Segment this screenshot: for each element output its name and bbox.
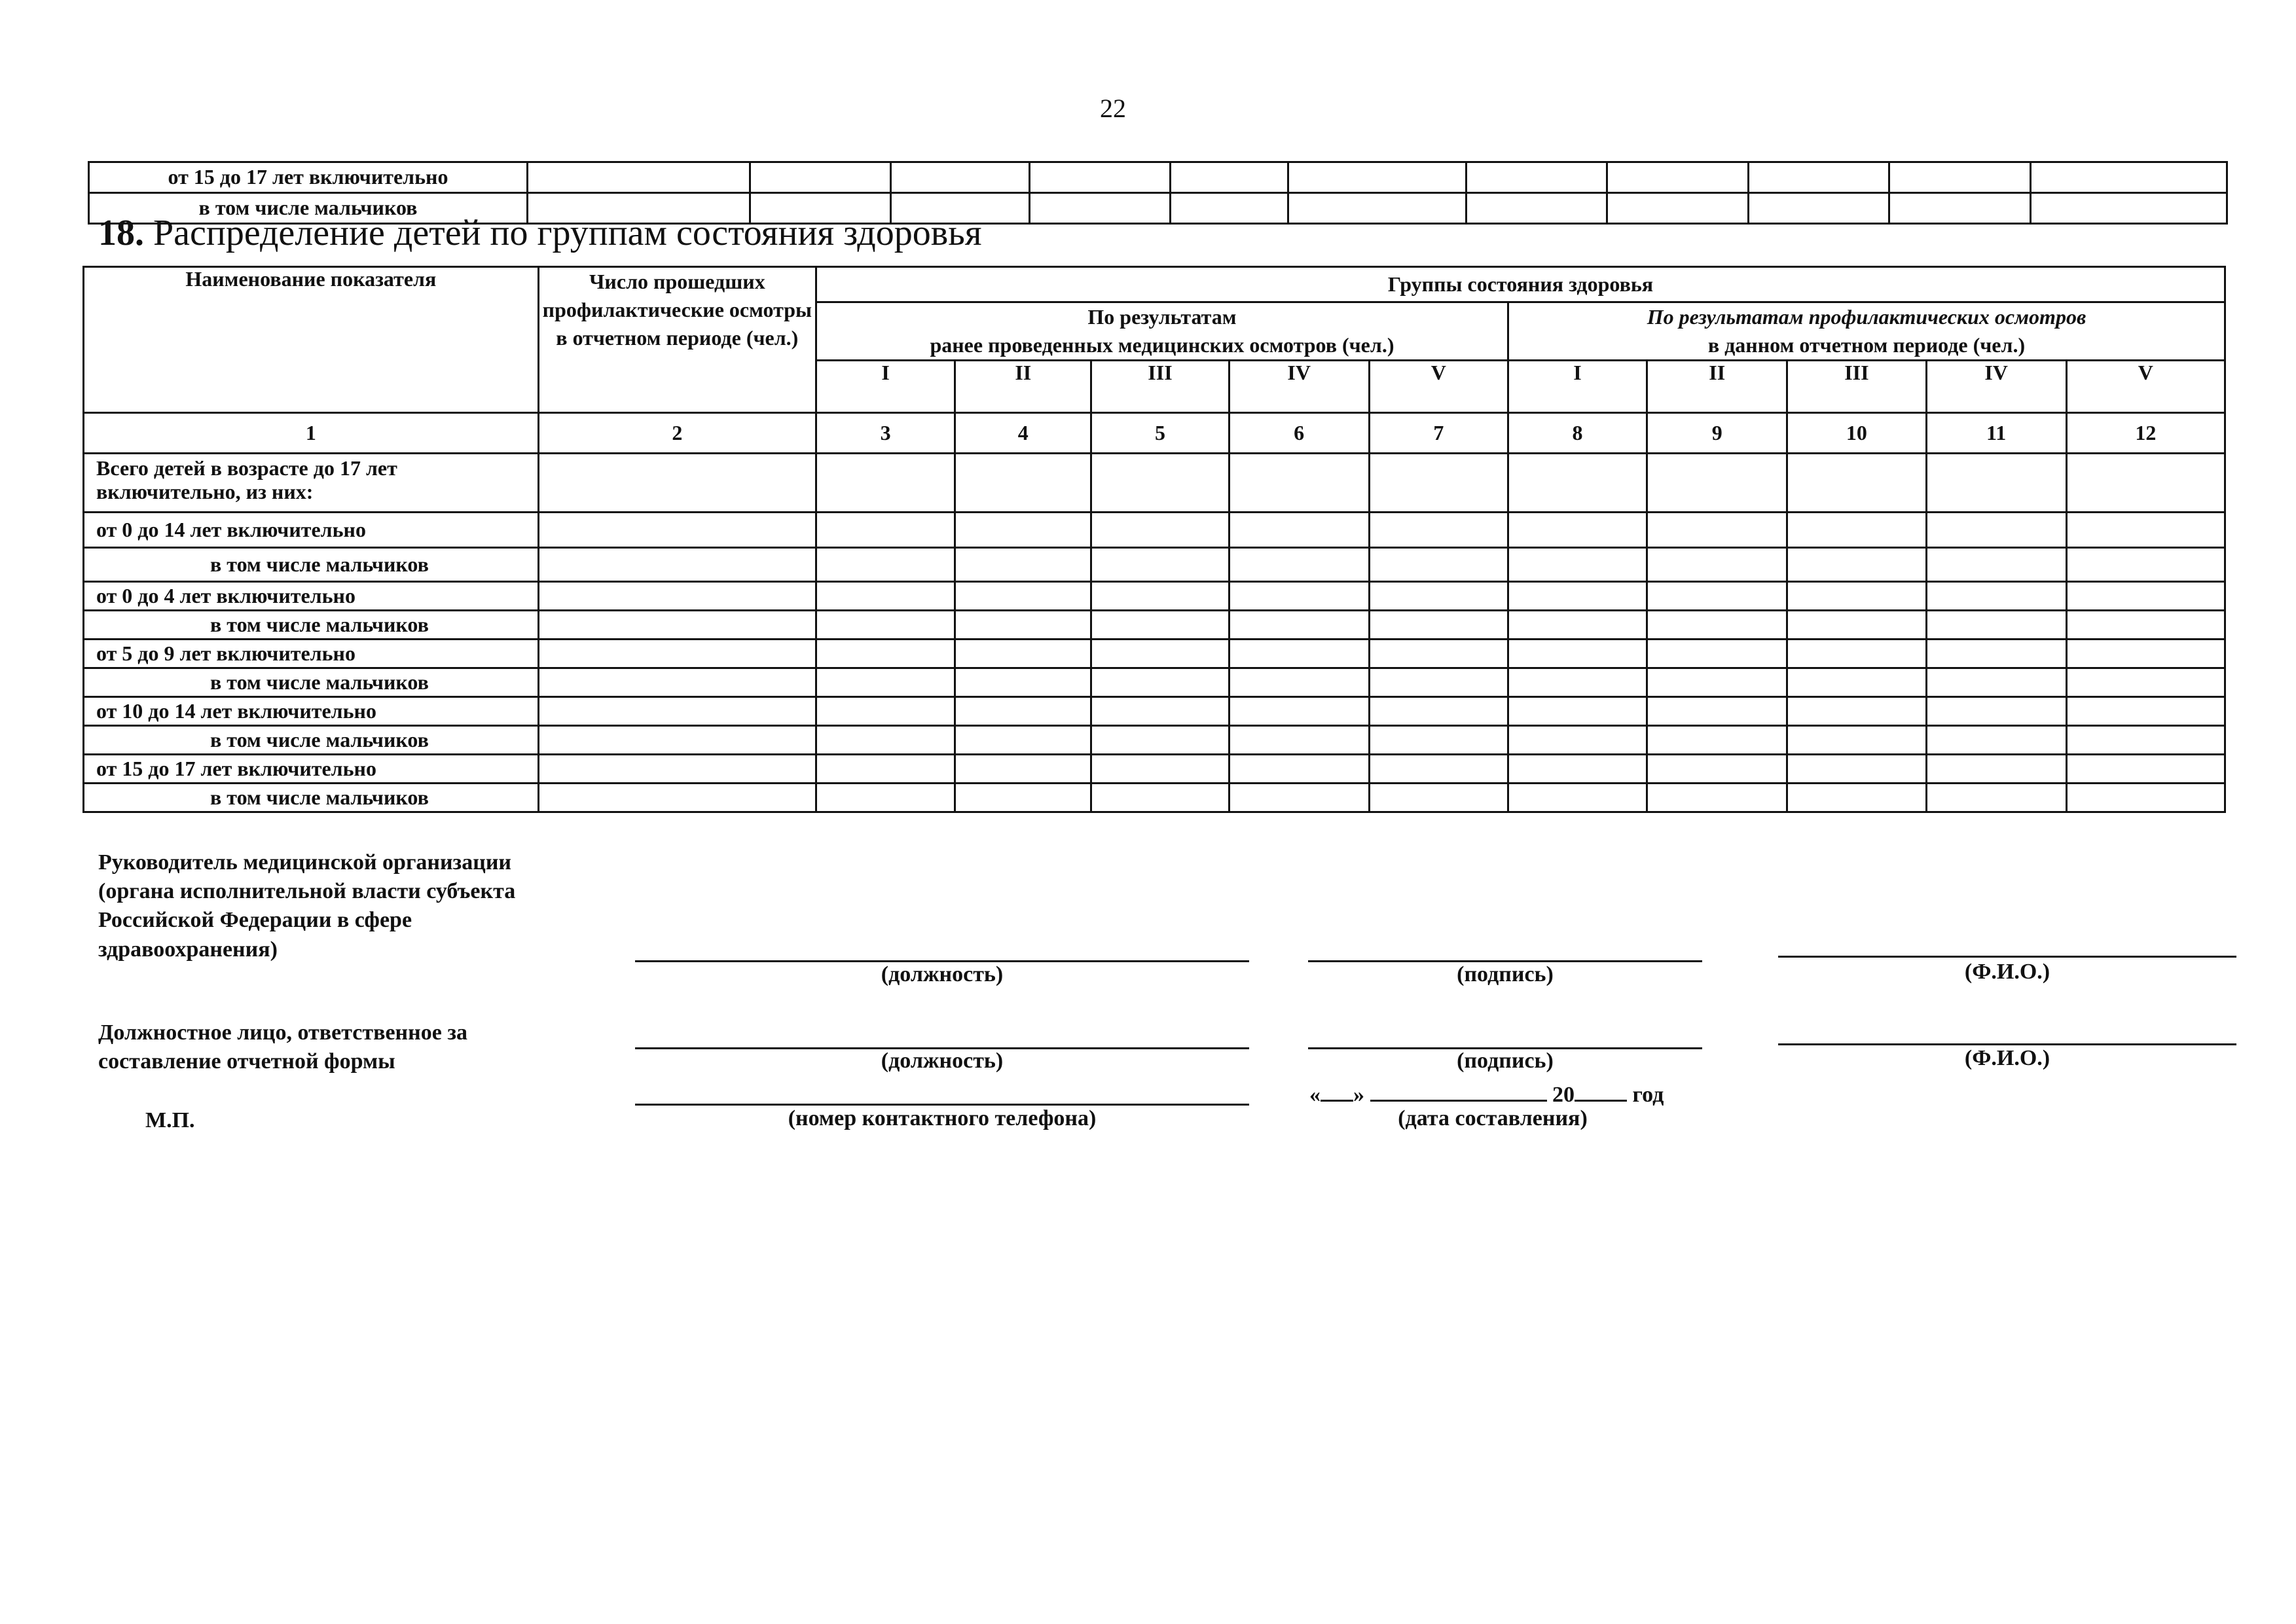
- input-cell[interactable]: [1926, 726, 2066, 755]
- input-cell[interactable]: [1749, 162, 1889, 193]
- input-cell[interactable]: [1787, 697, 1926, 726]
- input-cell[interactable]: [1508, 784, 1647, 812]
- input-cell[interactable]: [1926, 755, 2066, 784]
- input-cell[interactable]: [2066, 697, 2225, 726]
- page-number: 22: [1100, 94, 1126, 123]
- input-cell[interactable]: [1229, 755, 1369, 784]
- input-cell[interactable]: [1091, 548, 1229, 582]
- health-group-col-header: III: [1787, 361, 1926, 413]
- input-cell[interactable]: [538, 697, 816, 726]
- input-cell[interactable]: [1508, 454, 1647, 513]
- health-group-col-header: III: [1091, 361, 1229, 413]
- input-cell[interactable]: [1926, 668, 2066, 697]
- input-cell[interactable]: [1369, 548, 1508, 582]
- input-cell[interactable]: [1647, 513, 1787, 548]
- input-cell[interactable]: [1369, 454, 1508, 513]
- responsible-position-caption: (должность): [881, 1049, 1004, 1073]
- input-cell[interactable]: [1787, 513, 1926, 548]
- column-number: 12: [2066, 413, 2225, 454]
- input-cell[interactable]: [2066, 582, 2225, 611]
- head-position-caption: (должность): [881, 962, 1004, 986]
- date-field[interactable]: [1309, 1080, 1664, 1108]
- input-cell[interactable]: [1229, 668, 1369, 697]
- input-cell[interactable]: [816, 611, 955, 640]
- input-cell[interactable]: [1508, 755, 1647, 784]
- date-caption: (дата составления): [1398, 1106, 1588, 1130]
- input-cell[interactable]: [1467, 193, 1607, 224]
- date-year-prefix: 20: [1552, 1083, 1575, 1107]
- input-cell[interactable]: [2066, 668, 2225, 697]
- input-cell[interactable]: [1288, 162, 1467, 193]
- input-cell[interactable]: [1926, 548, 2066, 582]
- input-cell[interactable]: [1508, 513, 1647, 548]
- input-cell[interactable]: [1647, 582, 1787, 611]
- row-label: в том числе мальчиков: [84, 784, 539, 812]
- input-cell[interactable]: [1369, 582, 1508, 611]
- input-cell[interactable]: [1229, 611, 1369, 640]
- head-fio-line[interactable]: [1778, 956, 2236, 958]
- input-cell[interactable]: [955, 611, 1091, 640]
- input-cell[interactable]: [955, 668, 1091, 697]
- input-cell[interactable]: [538, 611, 816, 640]
- input-cell[interactable]: [1288, 193, 1467, 224]
- table-row: [89, 162, 2227, 193]
- table-row: [84, 784, 2225, 812]
- input-cell[interactable]: [1647, 611, 1787, 640]
- input-cell[interactable]: [1787, 640, 1926, 668]
- input-cell[interactable]: [816, 697, 955, 726]
- input-cell[interactable]: [1607, 162, 1749, 193]
- table-row: [84, 640, 2225, 668]
- input-cell[interactable]: [2066, 784, 2225, 812]
- input-cell[interactable]: [1369, 640, 1508, 668]
- row-label: от 0 до 4 лет включительно: [84, 582, 539, 611]
- date-day-blank[interactable]: [1321, 1080, 1353, 1102]
- input-cell[interactable]: [1787, 668, 1926, 697]
- section-title: Распределение детей по группам состояния здоровья: [153, 213, 982, 253]
- input-cell[interactable]: [1229, 513, 1369, 548]
- input-cell[interactable]: [955, 454, 1091, 513]
- input-cell[interactable]: [1229, 582, 1369, 611]
- input-cell[interactable]: [538, 640, 816, 668]
- column-number: 1: [84, 413, 539, 454]
- input-cell[interactable]: [955, 755, 1091, 784]
- health-group-col-header: IV: [1229, 361, 1369, 413]
- input-cell[interactable]: [2066, 454, 2225, 513]
- input-cell[interactable]: [528, 162, 750, 193]
- input-cell[interactable]: [1091, 582, 1229, 611]
- input-cell[interactable]: [955, 784, 1091, 812]
- input-cell[interactable]: [750, 162, 891, 193]
- input-cell[interactable]: [1508, 726, 1647, 755]
- health-groups-table: [82, 266, 2226, 813]
- health-group-col-header: II: [1647, 361, 1787, 413]
- input-cell[interactable]: [1091, 784, 1229, 812]
- input-cell[interactable]: [1171, 193, 1288, 224]
- date-close-quote: »: [1353, 1083, 1364, 1107]
- input-cell[interactable]: [1926, 697, 2066, 726]
- input-cell[interactable]: [538, 513, 816, 548]
- column-number: 2: [538, 413, 816, 454]
- group-previous-header: [816, 302, 1508, 361]
- input-cell[interactable]: [1229, 697, 1369, 726]
- input-cell[interactable]: [1508, 548, 1647, 582]
- date-year-blank[interactable]: [1575, 1080, 1627, 1102]
- input-cell[interactable]: [1647, 726, 1787, 755]
- input-cell[interactable]: [1607, 193, 1749, 224]
- column-number: 7: [1369, 413, 1508, 454]
- column-number: 9: [1647, 413, 1787, 454]
- input-cell[interactable]: [816, 668, 955, 697]
- input-cell[interactable]: [1926, 611, 2066, 640]
- table-row: [84, 548, 2225, 582]
- input-cell[interactable]: [1229, 784, 1369, 812]
- input-cell[interactable]: [1369, 697, 1508, 726]
- row-label: от 15 до 17 лет включительно: [84, 755, 539, 784]
- input-cell[interactable]: [891, 162, 1030, 193]
- input-cell[interactable]: [1787, 726, 1926, 755]
- head-label: Руководитель медицинской организации (органа исполнительной власти субъекта Российской Федерации в сфере здравоохранения): [98, 850, 516, 962]
- input-cell[interactable]: [955, 640, 1091, 668]
- input-cell[interactable]: [1171, 162, 1288, 193]
- input-cell[interactable]: [1467, 162, 1607, 193]
- input-cell[interactable]: [1508, 582, 1647, 611]
- input-cell[interactable]: [1229, 548, 1369, 582]
- input-cell[interactable]: [1926, 784, 2066, 812]
- input-cell[interactable]: [2066, 755, 2225, 784]
- health-group-col-header: I: [816, 361, 955, 413]
- input-cell[interactable]: [955, 548, 1091, 582]
- input-cell[interactable]: [1229, 454, 1369, 513]
- input-cell[interactable]: [955, 697, 1091, 726]
- input-cell[interactable]: [1926, 454, 2066, 513]
- row-label: от 0 до 14 лет включительно: [84, 513, 539, 548]
- input-cell[interactable]: [538, 548, 816, 582]
- input-cell[interactable]: [1508, 668, 1647, 697]
- input-cell[interactable]: [1369, 513, 1508, 548]
- input-cell[interactable]: [1229, 726, 1369, 755]
- column-number: 8: [1508, 413, 1647, 454]
- input-cell[interactable]: [1030, 162, 1171, 193]
- input-cell[interactable]: [1647, 640, 1787, 668]
- column-number: 5: [1091, 413, 1229, 454]
- input-cell[interactable]: [1369, 611, 1508, 640]
- row-label: от 10 до 14 лет включительно: [84, 697, 539, 726]
- table-row: [84, 582, 2225, 611]
- input-cell[interactable]: [1647, 548, 1787, 582]
- input-cell[interactable]: [1091, 697, 1229, 726]
- date-year-suffix: год: [1632, 1083, 1664, 1107]
- group-current-header: [1508, 302, 2225, 361]
- input-cell[interactable]: [816, 784, 955, 812]
- table-row: [84, 454, 2225, 513]
- input-cell[interactable]: [1647, 668, 1787, 697]
- phone-caption: (номер контактного телефона): [788, 1106, 1097, 1130]
- phone-line[interactable]: [635, 1104, 1249, 1106]
- responsible-signature-caption: (подпись): [1457, 1049, 1554, 1073]
- input-cell[interactable]: [538, 454, 816, 513]
- column-number: 3: [816, 413, 955, 454]
- input-cell[interactable]: [2066, 548, 2225, 582]
- input-cell[interactable]: [1369, 726, 1508, 755]
- input-cell[interactable]: [1091, 640, 1229, 668]
- input-cell[interactable]: [1787, 582, 1926, 611]
- responsible-label: Должностное лицо, ответственное за составление отчетной формы: [98, 1020, 467, 1074]
- input-cell[interactable]: [816, 726, 955, 755]
- input-cell[interactable]: [816, 755, 955, 784]
- input-cell[interactable]: [1030, 193, 1171, 224]
- column-number: 11: [1926, 413, 2066, 454]
- input-cell[interactable]: [1369, 668, 1508, 697]
- input-cell[interactable]: [1926, 513, 2066, 548]
- input-cell[interactable]: [1647, 697, 1787, 726]
- input-cell[interactable]: [538, 726, 816, 755]
- input-cell[interactable]: [1787, 784, 1926, 812]
- row-label: Всего детей в возрасте до 17 лет включительно, из них:: [84, 454, 539, 513]
- input-cell[interactable]: [1508, 697, 1647, 726]
- input-cell[interactable]: [955, 513, 1091, 548]
- input-cell[interactable]: [2031, 162, 2227, 193]
- input-cell[interactable]: [2066, 513, 2225, 548]
- row-label: в том числе мальчиков: [84, 668, 539, 697]
- row-label: в том числе мальчиков: [89, 193, 528, 224]
- input-cell[interactable]: [1091, 755, 1229, 784]
- row-label: от 5 до 9 лет включительно: [84, 640, 539, 668]
- row-label: от 15 до 17 лет включительно: [89, 162, 528, 193]
- row-label: в том числе мальчиков: [84, 548, 539, 582]
- input-cell[interactable]: [1091, 454, 1229, 513]
- input-cell[interactable]: [1647, 755, 1787, 784]
- table-row: [84, 513, 2225, 548]
- table-row: [84, 726, 2225, 755]
- input-cell[interactable]: [816, 454, 955, 513]
- input-cell[interactable]: [1889, 193, 2031, 224]
- stamp-label: М.П.: [145, 1108, 195, 1132]
- input-cell[interactable]: [1091, 726, 1229, 755]
- group-previous-line2: ранее проведенных медицинских осмотров (чел.): [930, 333, 1394, 357]
- input-cell[interactable]: [1508, 611, 1647, 640]
- head-signature-caption: (подпись): [1457, 962, 1554, 986]
- input-cell[interactable]: [816, 513, 955, 548]
- input-cell[interactable]: [816, 582, 955, 611]
- input-cell[interactable]: [1787, 548, 1926, 582]
- input-cell[interactable]: [1787, 611, 1926, 640]
- date-month-blank[interactable]: [1370, 1080, 1547, 1102]
- col-count-header: Число прошедших профилактические осмотры в отчетном периоде (чел.): [538, 267, 816, 413]
- responsible-fio-line[interactable]: [1778, 1043, 2236, 1045]
- health-group-col-header: IV: [1926, 361, 2066, 413]
- group-current-line1: По результатам профилактических осмотров: [1647, 305, 2086, 329]
- section-number: 18.: [98, 213, 144, 253]
- input-cell[interactable]: [816, 548, 955, 582]
- row-label: в том числе мальчиков: [84, 611, 539, 640]
- col-name-header: Наименование показателя: [84, 267, 539, 413]
- table-row: [84, 755, 2225, 784]
- column-number: 10: [1787, 413, 1926, 454]
- input-cell[interactable]: [538, 668, 816, 697]
- health-group-col-header: II: [955, 361, 1091, 413]
- health-group-col-header: I: [1508, 361, 1647, 413]
- input-cell[interactable]: [2066, 640, 2225, 668]
- input-cell[interactable]: [1508, 640, 1647, 668]
- column-number: 4: [955, 413, 1091, 454]
- head-fio-caption: (Ф.И.О.): [1964, 960, 2050, 984]
- input-cell[interactable]: [816, 640, 955, 668]
- input-cell[interactable]: [2066, 611, 2225, 640]
- input-cell[interactable]: [955, 726, 1091, 755]
- input-cell[interactable]: [955, 582, 1091, 611]
- input-cell[interactable]: [1229, 640, 1369, 668]
- date-open-quote: «: [1309, 1083, 1321, 1107]
- table-row: [84, 611, 2225, 640]
- input-cell[interactable]: [538, 784, 816, 812]
- input-cell[interactable]: [2066, 726, 2225, 755]
- input-cell[interactable]: [1926, 582, 2066, 611]
- input-cell[interactable]: [1369, 784, 1508, 812]
- input-cell[interactable]: [1787, 454, 1926, 513]
- input-cell[interactable]: [1889, 162, 2031, 193]
- input-cell[interactable]: [1091, 668, 1229, 697]
- table-row: [84, 697, 2225, 726]
- input-cell[interactable]: [538, 755, 816, 784]
- input-cell[interactable]: [2031, 193, 2227, 224]
- group-previous-line1: По результатам: [1087, 305, 1237, 329]
- table-row: [84, 668, 2225, 697]
- input-cell[interactable]: [538, 582, 816, 611]
- responsible-fio-caption: (Ф.И.О.): [1964, 1046, 2050, 1070]
- input-cell[interactable]: [1749, 193, 1889, 224]
- row-label: в том числе мальчиков: [84, 726, 539, 755]
- health-group-col-header: V: [2066, 361, 2225, 413]
- group-current-line2: в данном отчетном периоде (чел.): [1707, 333, 2026, 357]
- column-number: 6: [1229, 413, 1369, 454]
- input-cell[interactable]: [1926, 640, 2066, 668]
- input-cell[interactable]: [1647, 784, 1787, 812]
- section-heading: [98, 215, 982, 251]
- input-cell[interactable]: [1091, 513, 1229, 548]
- health-group-col-header: V: [1369, 361, 1508, 413]
- input-cell[interactable]: [1091, 611, 1229, 640]
- groups-header: Группы состояния здоровья: [816, 267, 2225, 302]
- input-cell[interactable]: [1647, 454, 1787, 513]
- input-cell[interactable]: [1369, 755, 1508, 784]
- input-cell[interactable]: [1787, 755, 1926, 784]
